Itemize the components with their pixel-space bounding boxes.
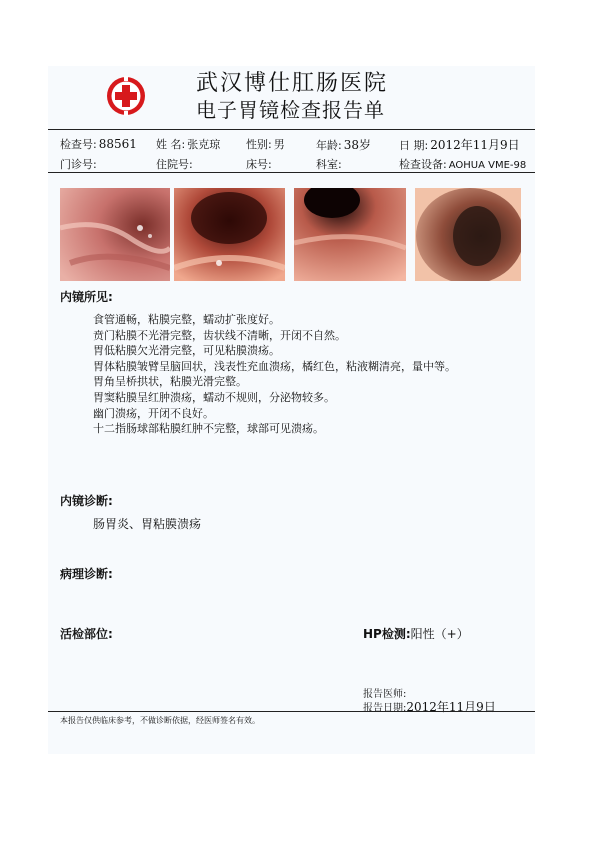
diagnosis-label: 内镜诊断: bbox=[60, 494, 113, 508]
endoscopy-image-3 bbox=[294, 188, 406, 281]
report-date-value: 2012年11月9日 bbox=[406, 700, 496, 714]
footer-divider bbox=[48, 711, 535, 712]
findings-label: 内镜所见: bbox=[60, 290, 113, 304]
inpatient-label: 住院号: bbox=[156, 158, 193, 171]
name-field bbox=[156, 136, 220, 152]
hp-value: 阳性（+） bbox=[410, 627, 469, 641]
inpatient-field bbox=[156, 156, 195, 172]
findings-line: 胃窦粘膜呈红肿溃疡，蠕动不规则，分泌物较多。 bbox=[93, 390, 335, 404]
findings-line: 胃体粘膜皱臂呈脑回状，浅表性充血溃疡，橘红色，粘液糊清亮，量中等。 bbox=[93, 359, 456, 373]
device-label: 检查设备: bbox=[399, 158, 447, 171]
report-date-label: 报告日期: bbox=[363, 703, 407, 714]
findings-line: 幽门溃疡，开闭不良好。 bbox=[93, 406, 214, 420]
age-value: 38岁 bbox=[343, 138, 371, 152]
bed-field bbox=[246, 156, 274, 172]
exam-no-field bbox=[60, 136, 137, 152]
exam-no-value: 88561 bbox=[98, 137, 137, 151]
findings-line: 胃角呈桥拱状，粘膜光滑完整。 bbox=[93, 375, 247, 389]
report-date-field bbox=[363, 698, 496, 715]
exam-no-label: 检查号: bbox=[60, 138, 97, 151]
footnote: 本报告仅供临床参考，不做诊断依据，经医师签名有效。 bbox=[60, 716, 260, 725]
name-value: 张克琼 bbox=[187, 138, 221, 151]
dept-label: 科室: bbox=[316, 158, 342, 171]
info-divider bbox=[48, 172, 535, 173]
pathology-label: 病理诊断: bbox=[60, 567, 113, 581]
name-label: 姓 名: bbox=[156, 138, 186, 151]
findings-line: 贲门粘膜不光滑完整，齿状线不清晰，开闭不自然。 bbox=[93, 328, 346, 342]
date-field bbox=[399, 136, 520, 153]
hp-field bbox=[363, 625, 469, 642]
age-label: 年龄: bbox=[316, 139, 342, 152]
findings-line: 胃低粘膜欠光滑完整，可见粘膜溃疡。 bbox=[93, 344, 280, 358]
sex-value: 男 bbox=[273, 138, 285, 151]
sex-field bbox=[246, 136, 285, 152]
diagnosis-text: 肠胃炎、胃粘膜溃疡 bbox=[93, 517, 202, 531]
outpatient-field bbox=[60, 156, 99, 172]
sex-label: 性别: bbox=[246, 138, 272, 151]
findings-line: 十二指肠球部粘膜红肿不完整，球部可见溃疡。 bbox=[93, 422, 324, 436]
endoscopy-image-4 bbox=[415, 188, 521, 281]
findings-text bbox=[93, 312, 456, 437]
dept-field bbox=[316, 156, 344, 172]
biopsy-label: 活检部位: bbox=[60, 627, 113, 641]
endoscopy-image-1 bbox=[60, 188, 170, 281]
bed-label: 床号: bbox=[246, 158, 272, 171]
hp-label: HP检测: bbox=[363, 627, 411, 641]
report-title: 电子胃镜检查报告单 bbox=[196, 98, 385, 122]
device-field bbox=[399, 156, 526, 172]
hospital-name: 武汉博仕肛肠医院 bbox=[196, 71, 389, 96]
findings-line: 食管通畅，粘膜完整，蠕动扩张度好。 bbox=[93, 313, 280, 326]
outpatient-label: 门诊号: bbox=[60, 158, 97, 171]
endoscopy-image-2 bbox=[174, 188, 285, 281]
date-label: 日 期: bbox=[399, 139, 429, 152]
age-field bbox=[316, 136, 371, 153]
date-value: 2012年11月9日 bbox=[430, 138, 520, 152]
doctor-label: 报告医师: bbox=[363, 689, 407, 700]
device-value: AOHUA VME-98 bbox=[448, 160, 527, 171]
red-cross-logo bbox=[104, 74, 148, 118]
header-divider bbox=[48, 129, 535, 130]
